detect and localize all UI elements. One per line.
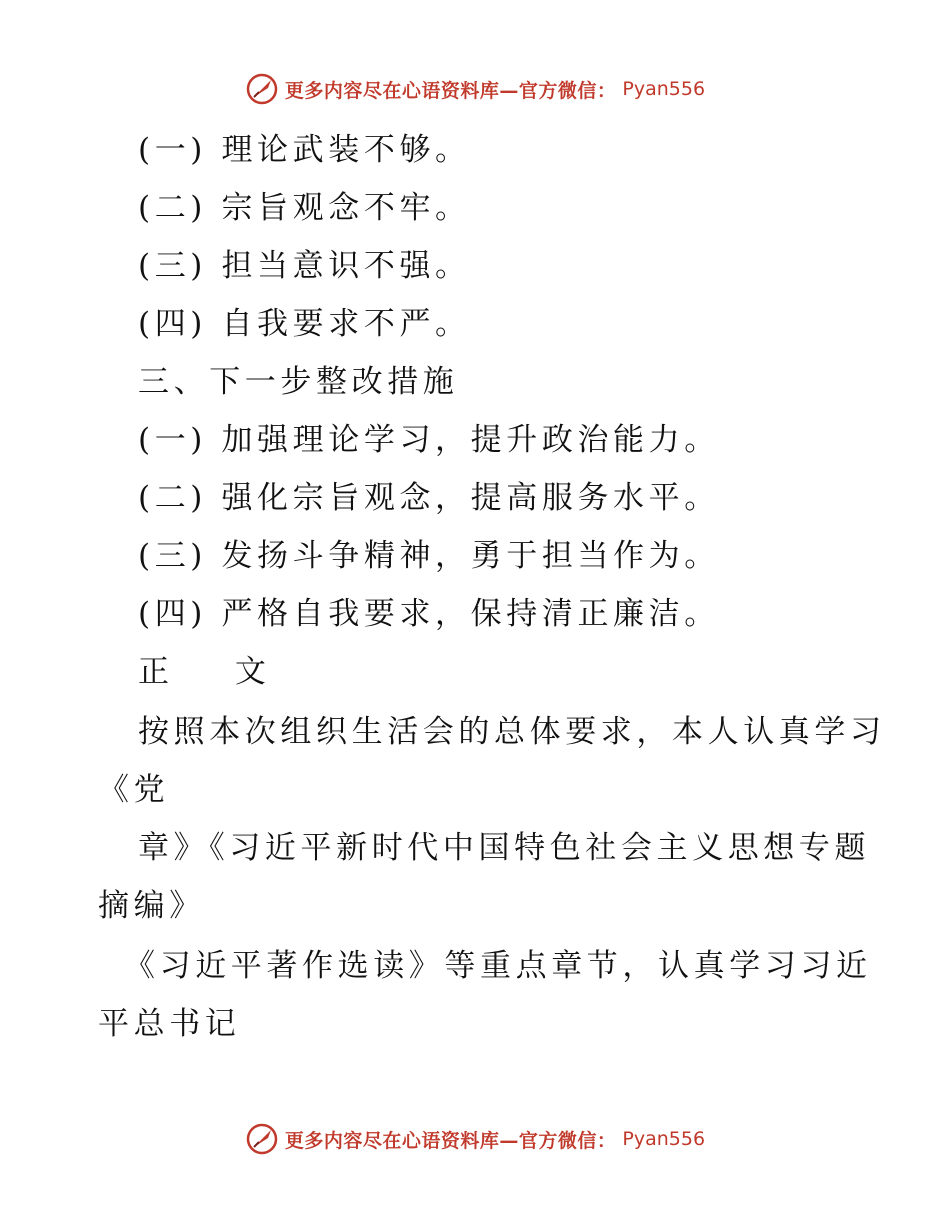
measure-line-2: (二) 强化宗旨观念，提高服务水平。	[138, 480, 720, 516]
issue-line-3: (三) 担当意识不强。	[138, 248, 471, 284]
measure-line-1: (一) 加强理论学习，提升政治能力。	[138, 422, 720, 458]
measure-line-4: (四) 严格自我要求，保持清正廉洁。	[138, 596, 720, 632]
paragraph-line-5: 《习近平著作选读》等重点章节，认真学习习近	[124, 948, 872, 984]
watermark-header	[0, 72, 950, 106]
paragraph-line-1: 按照本次组织生活会的总体要求，本人认真学习	[138, 714, 886, 750]
section-heading: 三、下一步整改措施	[138, 364, 459, 400]
measure-line-3: (三) 发扬斗争精神，勇于担当作为。	[138, 538, 720, 574]
watermark-handle: Pyan556	[622, 78, 706, 100]
paragraph-line-2: 《党	[98, 772, 170, 808]
watermark-text: 更多内容尽在心语资料库—官方微信：	[284, 1129, 617, 1152]
watermark-text: 更多内容尽在心语资料库—官方微信：	[284, 79, 617, 102]
paragraph-line-3: 章》《习近平新时代中国特色社会主义思想专题	[138, 830, 871, 866]
issue-line-1: (一) 理论武装不够。	[138, 132, 471, 168]
quill-logo-icon	[245, 72, 279, 106]
paragraph-line-4: 摘编》	[98, 888, 205, 924]
paragraph-line-6: 平总书记	[98, 1006, 241, 1042]
quill-logo-icon	[245, 1122, 279, 1156]
watermark-handle: Pyan556	[622, 1128, 706, 1150]
main-text-heading: 正 文	[138, 654, 294, 690]
issue-line-2: (二) 宗旨观念不牢。	[138, 190, 471, 226]
issue-line-4: (四) 自我要求不严。	[138, 306, 471, 342]
watermark-footer	[0, 1122, 950, 1156]
